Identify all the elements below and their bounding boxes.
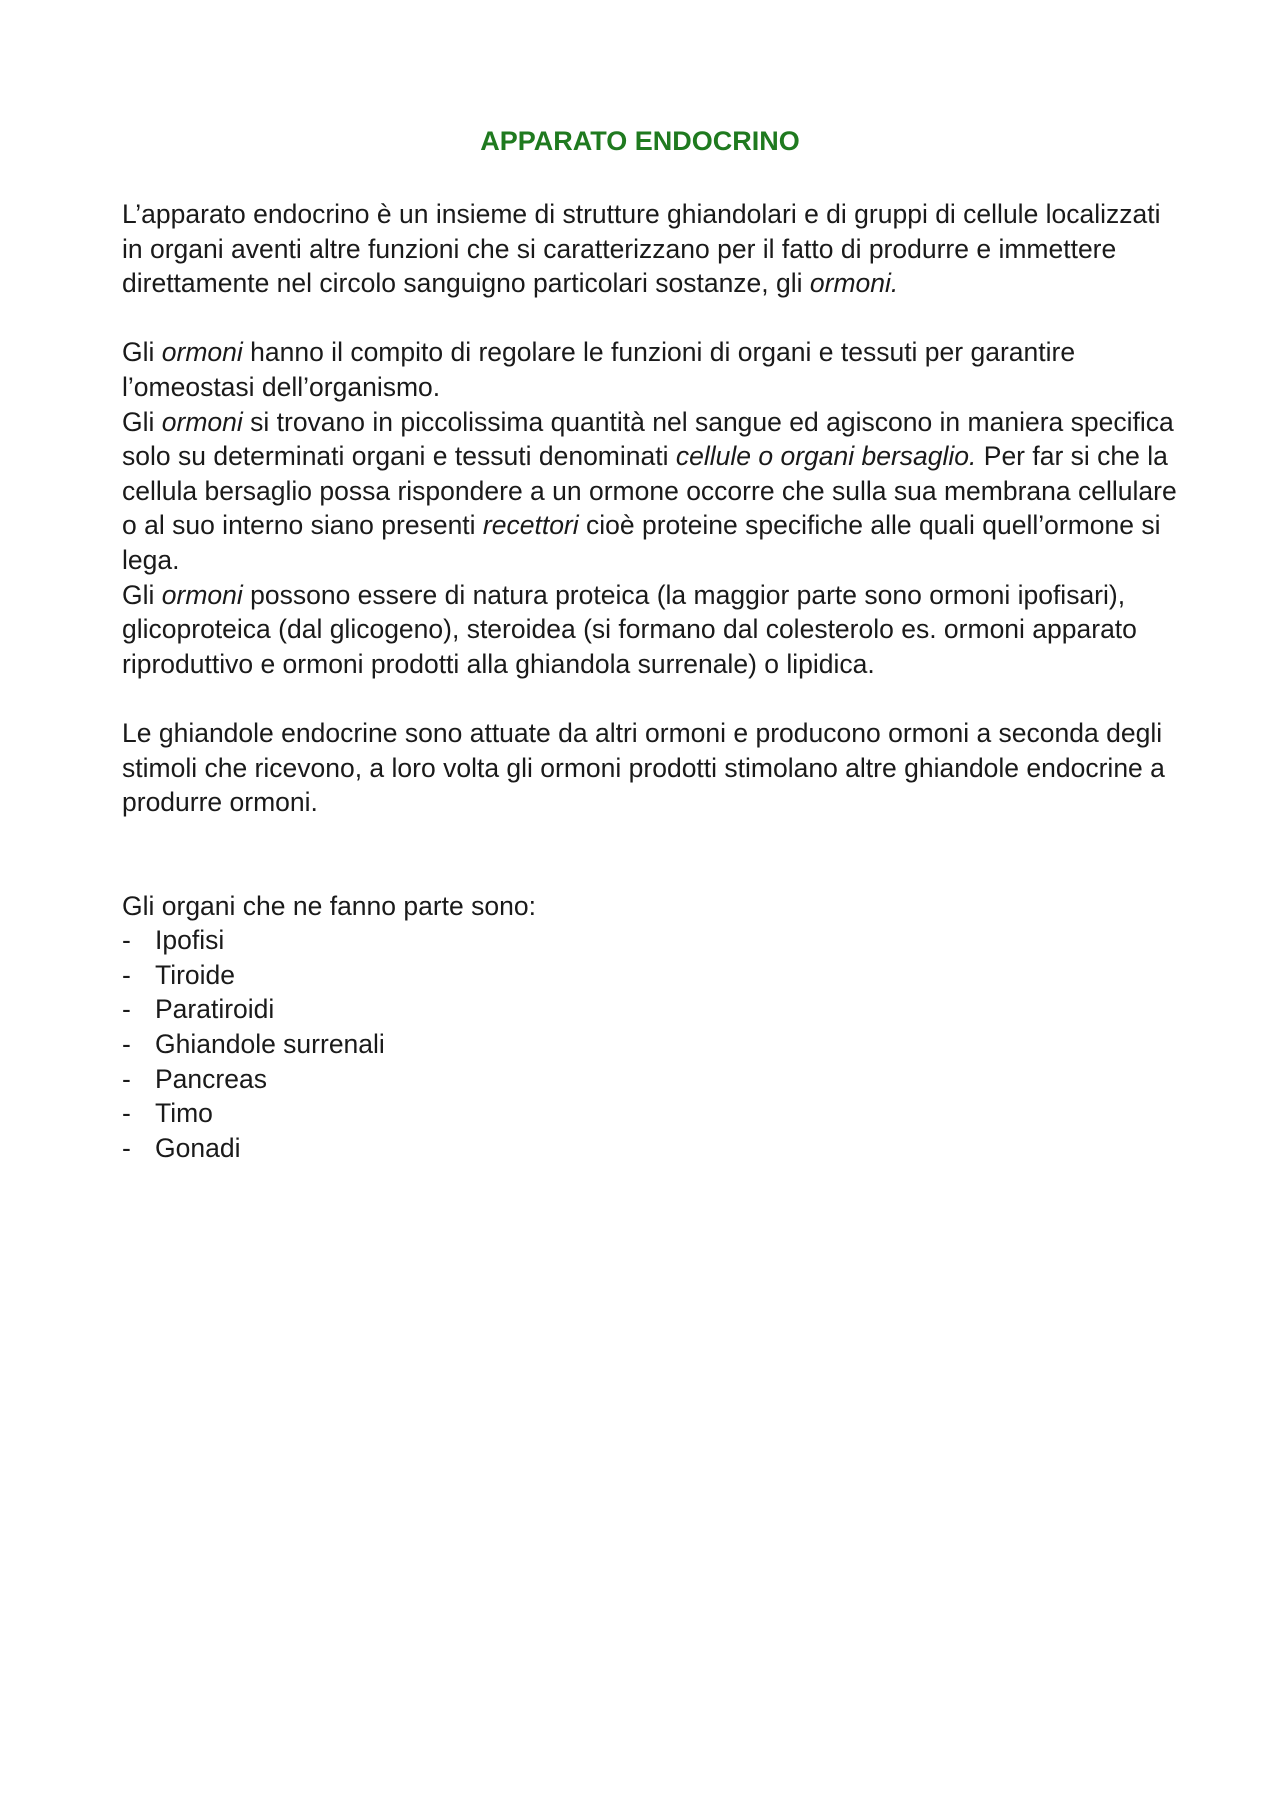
list-item-label: Tiroide (155, 959, 236, 990)
list-item (122, 958, 1182, 993)
list-intro: Gli organi che ne fanno parte sono: (122, 890, 536, 921)
italic-term: ormoni (161, 579, 243, 610)
list-item (122, 1062, 1182, 1097)
list-item (122, 1027, 1182, 1062)
paragraph-gap (122, 820, 1182, 889)
text-segment: Gli (122, 579, 162, 610)
list-item-label: Pancreas (155, 1063, 267, 1094)
list-item-label: Paratiroidi (155, 994, 275, 1025)
italic-term: ormoni (161, 406, 243, 437)
text-segment: hanno il compito di regolare le funzioni di organi e tessuti per garantire l’omeostasi dell’organismo. (122, 337, 1076, 402)
paragraph-gap (122, 301, 1182, 336)
paragraph-intro (122, 197, 1182, 301)
list-bullet: - (122, 959, 131, 990)
document-title: APPARATO ENDOCRINO (480, 126, 800, 156)
italic-term: ormoni (161, 337, 243, 368)
list-item-label: Timo (155, 1098, 213, 1129)
paragraph-gap (122, 681, 1182, 716)
list-bullet: - (122, 994, 131, 1025)
document-body (122, 197, 1182, 1165)
italic-term: recettori (482, 510, 579, 541)
list-bullet: - (122, 1098, 131, 1129)
list-bullet: - (122, 1063, 131, 1094)
list-bullet: - (122, 1132, 131, 1163)
text-segment: Per far si che la cellula bersaglio possa rispondere a un ormone occorre che sulla sua membrana cellulare o al suo interno siano presenti (122, 441, 1177, 541)
text-segment: si trovano in piccolissima quantità nel sangue ed agiscono in maniera specifica solo su determinati organi e tessuti denominati (122, 406, 1174, 472)
paragraph-hormones-nature (122, 578, 1182, 682)
list-item-label: Gonadi (155, 1132, 241, 1163)
list-item (122, 1131, 1182, 1166)
list-item (122, 1096, 1182, 1131)
paragraph-glands: Le ghiandole endocrine sono attuate da altri ormoni e producono ormoni a seconda degli stimoli che ricevono, a loro volta gli ormoni prodotti stimolano altre ghiandole endocrine a produrre ormoni. (122, 717, 1165, 818)
list-item (122, 992, 1182, 1027)
list-bullet: - (122, 925, 131, 956)
organ-list (122, 923, 1182, 1165)
text-segment: Gli (122, 337, 162, 368)
italic-term: cellule o organi bersaglio. (675, 441, 977, 472)
paragraph-intro-text: L’apparato endocrino è un insieme di strutture ghiandolari e di gruppi di cellule localizzati in organi aventi altre funzioni che si caratterizzano per il fatto di produrre e immettere direttamente nel circolo sanguigno particolari sostanze, gli (122, 199, 1161, 299)
list-bullet: - (122, 1029, 131, 1060)
list-item (122, 923, 1182, 958)
list-item-label: Ipofisi (155, 925, 225, 956)
text-segment: Gli (122, 406, 162, 437)
paragraph-hormones-target (122, 405, 1182, 578)
text-segment: possono essere di natura proteica (la maggior parte sono ormoni ipofisari), glicoproteica (dal glicogeno), steroidea (si formano dal colesterolo es. ormoni apparato riproduttivo e ormoni prodotti alla ghiandola surrenale) o lipidica. (122, 579, 1137, 679)
paragraph-hormones-role (122, 335, 1182, 404)
text-segment: cioè proteine specifiche alle quali quell’ormone si lega. (122, 510, 1161, 575)
list-item-label: Ghiandole surrenali (155, 1029, 385, 1060)
paragraph-intro-italic: ormoni. (809, 268, 899, 299)
